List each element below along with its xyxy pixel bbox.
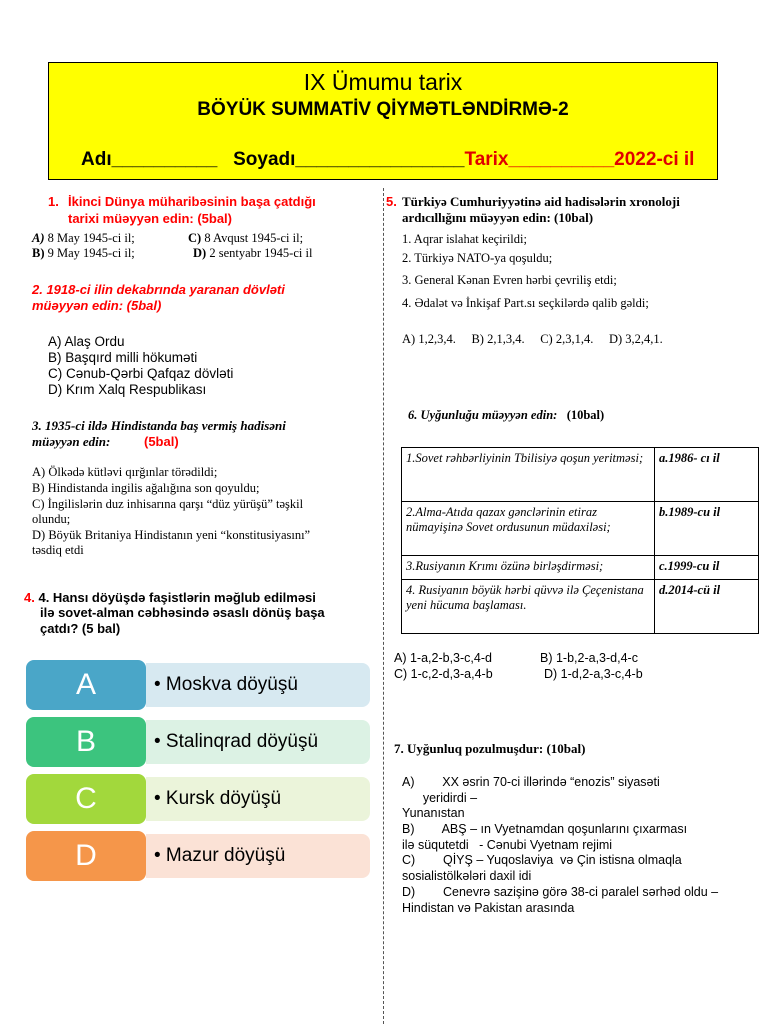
page-title: IX Ümumu tarix [303, 69, 463, 95]
year-label: 2022-ci il [614, 149, 695, 170]
q4-option-text: • Kursk döyüşü [146, 777, 370, 821]
q5-question-line1: Türkiyə Cumhuriyyətinə aid hadisələrin xronoloji [402, 194, 680, 209]
q3-option-c-cont: olundu; [32, 512, 71, 526]
q3-option-d-cont: təsdiq etdi [32, 543, 84, 557]
table-row [402, 502, 759, 556]
table-cell-right: d.2014-cü il [655, 580, 759, 634]
q2-option-a: A) Alaş Ordu [48, 334, 125, 349]
q7-line-c2: sosialistölkələri daxil idi [402, 869, 532, 883]
q1-option-d: D) 2 sentyabr 1945-ci il [193, 246, 313, 260]
date-label: Tarix__________ [464, 149, 615, 170]
q1-question-line2: tarixi müəyyən edin: (5bal) [68, 211, 232, 226]
column-divider [383, 188, 384, 1024]
q6-answer-d: D) 1-d,2-a,3-c,4-b [544, 667, 643, 681]
q1-option-b: B) 9 May 1945-ci il; [32, 246, 135, 260]
q7-line-c1: C) QİYŞ – Yuqoslaviya və Çin istisna olmaqla [402, 853, 682, 867]
q4-question-line1: 4. 4. Hansı döyüşdə faşistlərin məğlub edilməsi [24, 590, 316, 605]
q1-option-a: A) 8 May 1945-ci il; [32, 231, 135, 245]
q6-answer-b: B) 1-b,2-a,3-d,4-c [540, 651, 638, 665]
q3-question-line1: 3. 1935-ci ildə Hindistanda baş vermiş hadisəni [32, 418, 286, 433]
table-cell-right: b.1989-cu il [655, 502, 759, 556]
q5-item-3: 3. General Kənan Evren hərbi çevriliş etdi; [402, 273, 617, 287]
q1-question-line1: İkinci Dünya müharibəsinin başa çatdığı [68, 194, 316, 209]
q2-option-c: C) Cənub-Qərbi Qafqaz dövləti [48, 366, 234, 381]
q3-option-b: B) Hindistanda ingilis ağalığına son qoyuldu; [32, 481, 260, 495]
q2-option-b: B) Başqırd milli hökuməti [48, 350, 198, 365]
q3-option-d: D) Böyük Britaniya Hindistanın yeni “konstitusiyasını” [32, 528, 311, 542]
q4-option-letter: A [26, 660, 146, 710]
q4-option-text: • Stalinqrad döyüşü [146, 720, 370, 764]
table-cell-right: a.1986- cı il [655, 448, 759, 502]
q4-option-letter: B [26, 717, 146, 767]
q5-item-1: 1. Aqrar islahat keçirildi; [402, 232, 527, 246]
q2-question-line2: müəyyən edin: (5bal) [32, 298, 162, 313]
q5-answers: A) 1,2,3,4. B) 2,1,3,4. C) 2,3,1,4. D) 3,2,4,1. [402, 332, 663, 346]
q3-option-c: C) İngilislərin duz inhisarına qarşı “düz yürüşü” təşkil [32, 497, 304, 511]
table-cell-left: 4. Rusiyanın böyük hərbi qüvvə ilə Çeçenistana yeni hücuma başlaması. [402, 580, 655, 634]
q1-number: 1. [48, 194, 59, 209]
name-label: Adı__________ [81, 149, 218, 170]
header-box [48, 62, 718, 180]
table-cell-left: 2.Alma-Atıda qazax gənclərinin etiraz nümayişinə Sovet ordusunun müdaxiləsi; [402, 502, 655, 556]
table-cell-right: c.1999-cu il [655, 556, 759, 580]
q4-option-text: • Moskva döyüşü [146, 663, 370, 707]
q1-option-c: C) 8 Avqust 1945-ci il; [188, 231, 304, 245]
surname-label: Soyadı________________ [233, 149, 465, 170]
q7-line-b1: B) ABŞ – ın Vyetnamdan qoşunlarını çıxarması [402, 822, 688, 836]
q7-line-b2: ilə süqutetdi - Cənubi Vyetnam rejimi [402, 838, 613, 852]
q2-option-d: D) Krım Xalq Respublikası [48, 382, 207, 397]
q3-score: (5bal) [144, 434, 179, 449]
q7-line-a3: Yunanıstan [402, 806, 465, 820]
q6-answer-c: C) 1-c,2-d,3-a,4-b [394, 667, 493, 681]
q4-option-text: • Mazur döyüşü [146, 834, 370, 878]
q6-title: 6. Uyğunluğu müəyyən edin: (10bal) [408, 408, 605, 422]
q3-question-line2: müəyyən edin: [32, 434, 111, 449]
q6-answer-a: A) 1-a,2-b,3-c,4-d [394, 651, 492, 665]
student-info-line [81, 149, 694, 171]
q7-line-d2: Hindistan və Pakistan arasında [402, 901, 575, 915]
table-row [402, 580, 759, 634]
q6-matching-table [401, 447, 759, 634]
q7-title: 7. Uyğunluq pozulmuşdur: (10bal) [394, 741, 586, 756]
table-row [402, 556, 759, 580]
table-cell-left: 1.Sovet rəhbərliyinin Tbilisiyə qoşun yeritməsi; [402, 448, 655, 502]
q5-question-line2: ardıcıllığını müəyyən edin: (10bal) [402, 210, 594, 225]
q5-item-4: 4. Ədalət və İnkişaf Part.sı seçkilərdə qalib gəldi; [402, 296, 649, 310]
q4-option-letter: C [26, 774, 146, 824]
q5-number: 5. [386, 194, 397, 209]
table-cell-left: 3.Rusiyanın Krımı özünə birləşdirməsi; [402, 556, 655, 580]
page-subtitle: BÖYÜK SUMMATİV QİYMƏTLƏNDİRMƏ-2 [197, 99, 569, 120]
q7-line-d1: D) Cenevrə sazişinə görə 38-ci paralel sərhəd oldu – [402, 885, 719, 899]
q7-line-a2: yeridirdi – [402, 791, 478, 805]
q7-line-a1: A) XX əsrin 70-ci illərində “enozis” siyasəti [402, 775, 660, 789]
q3-option-a: A) Ölkədə kütləvi qırğınlar törədildi; [32, 465, 218, 479]
q4-question-line3: çatdı? (5 bal) [40, 621, 121, 636]
q4-question-line2: ilə sovet-alman cəbhəsində əsaslı dönüş başa [40, 605, 325, 620]
q4-option-letter: D [26, 831, 146, 881]
q5-item-2: 2. Türkiyə NATO-ya qoşuldu; [402, 251, 553, 265]
table-row [402, 448, 759, 502]
q2-question-line1: 2. 1918-ci ilin dekabrında yaranan dövləti [32, 282, 285, 297]
